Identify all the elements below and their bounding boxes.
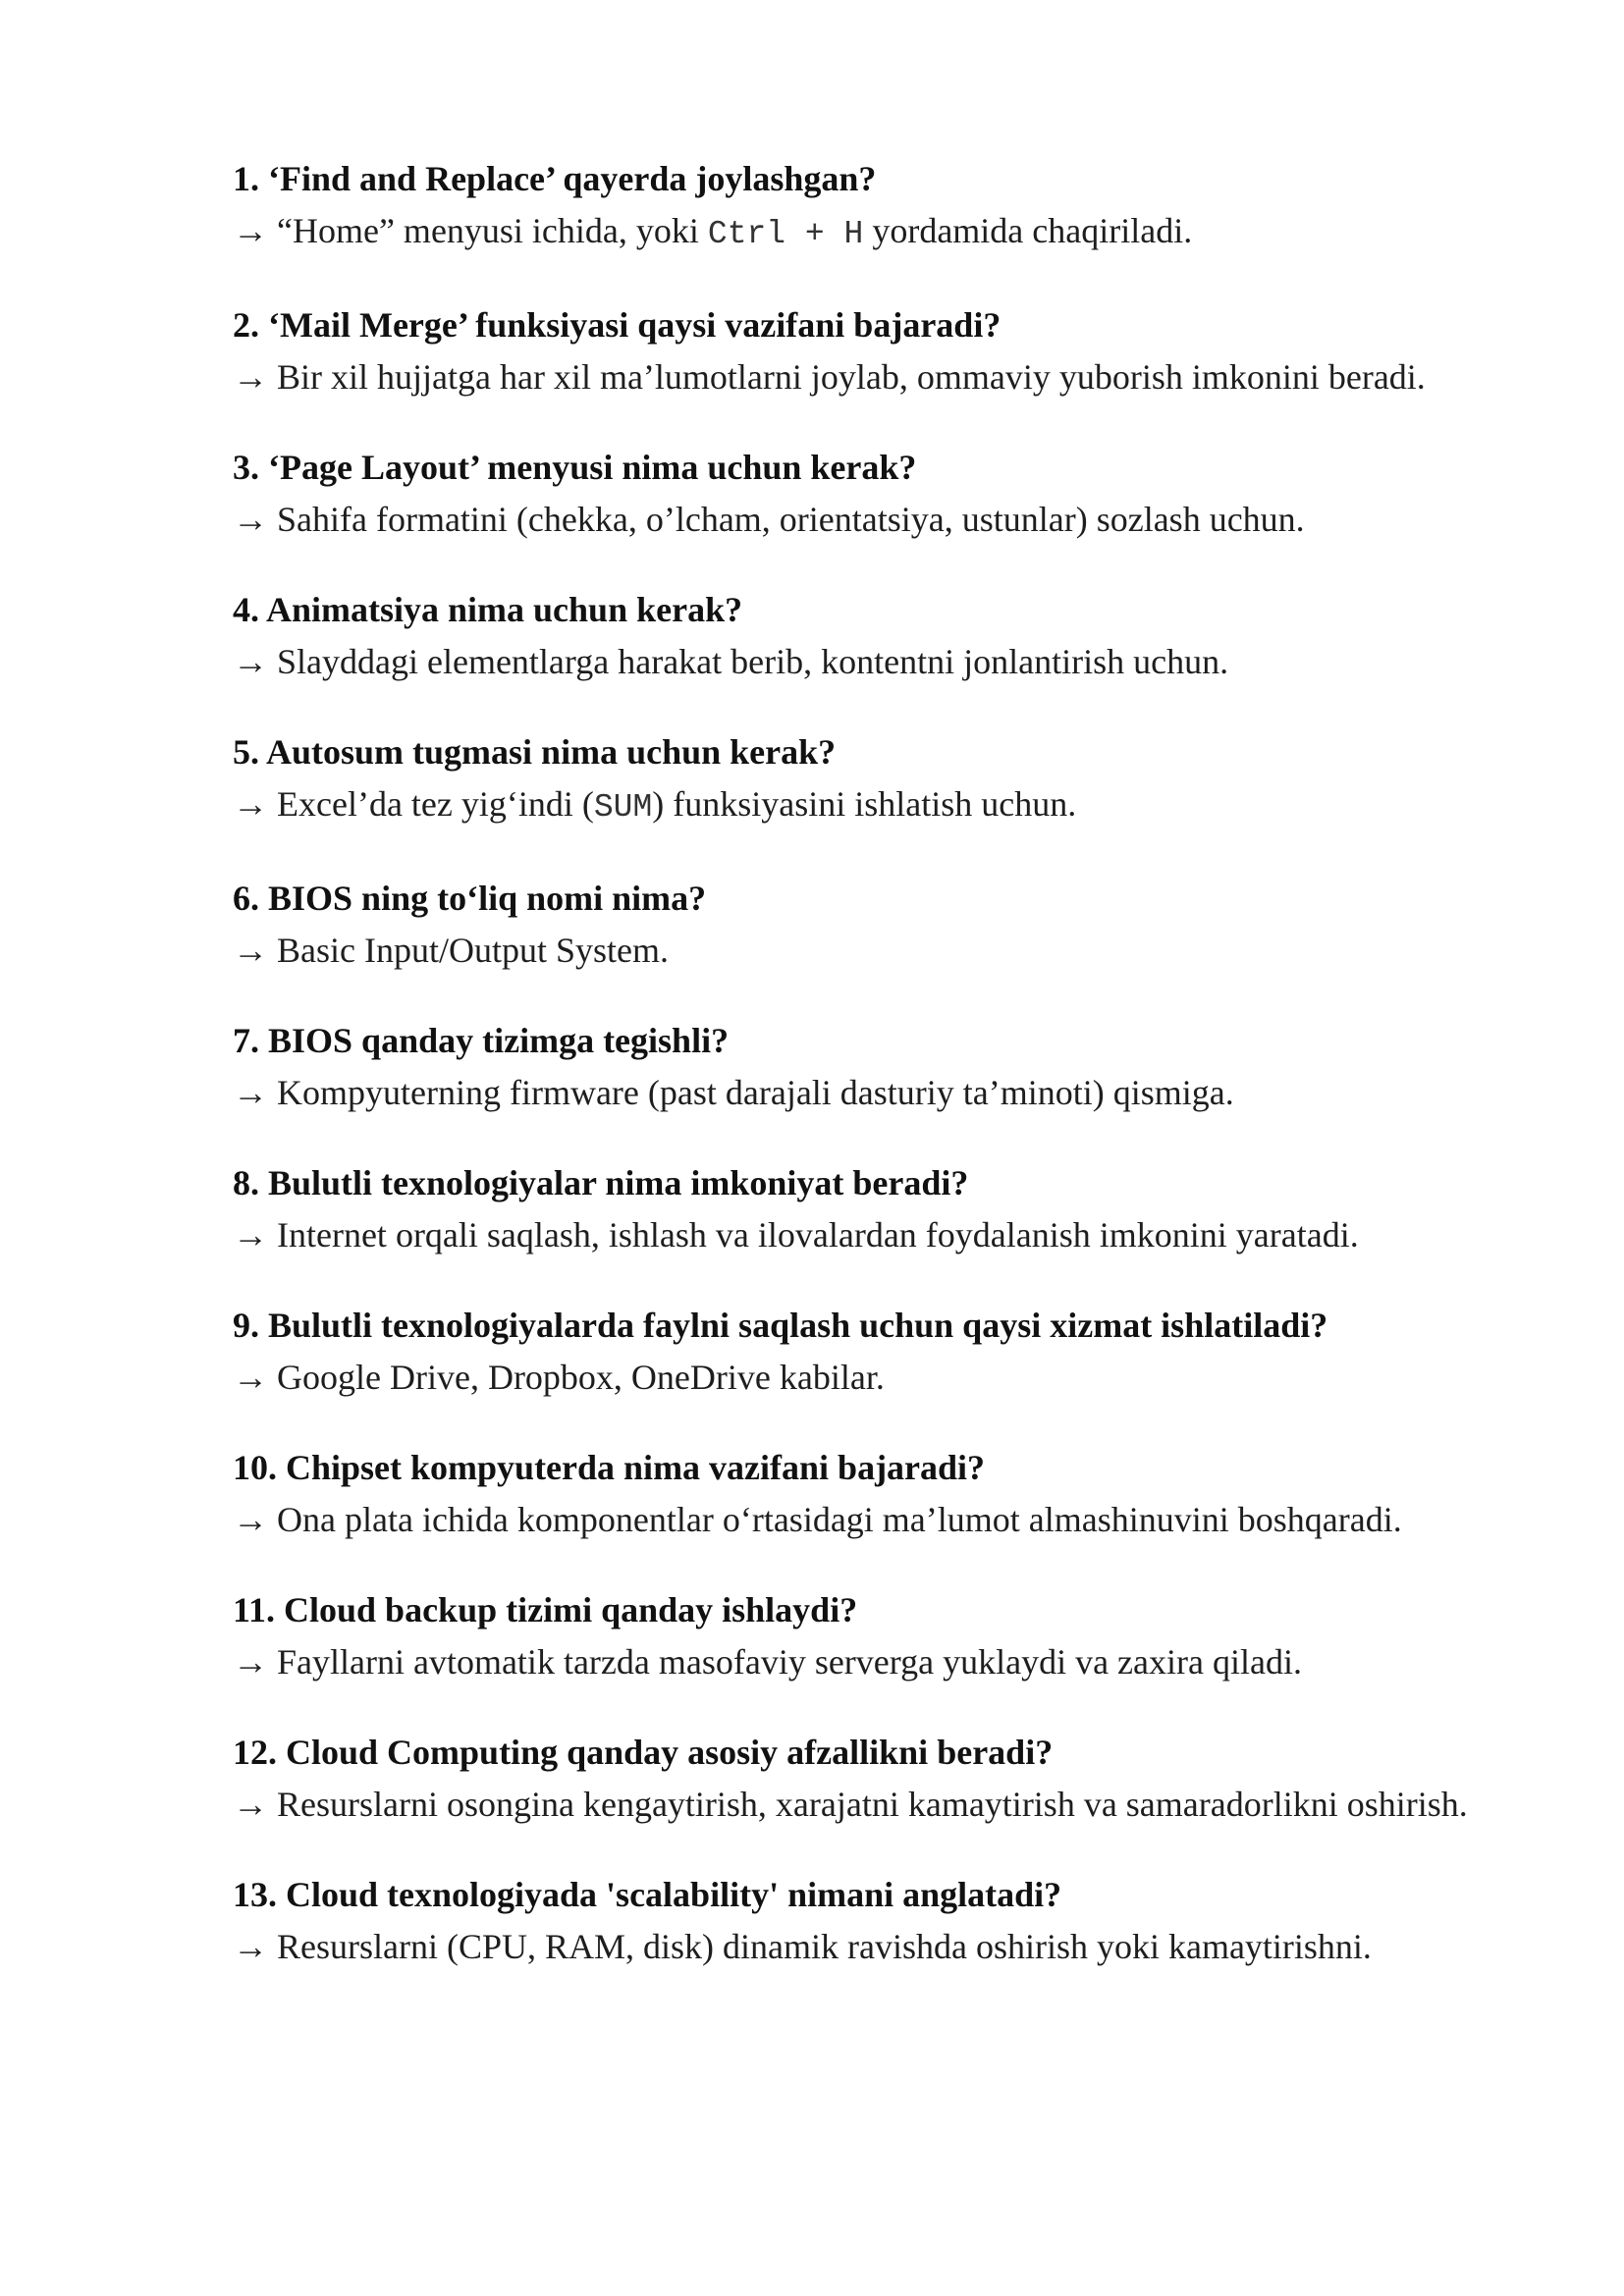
answer-text	[233, 1352, 1509, 1403]
answer-text	[233, 1209, 1509, 1260]
answer-text-span: → Sahifa formatini (chekka, o’lcham, orientatsiya, ustunlar) sozlash uchun.	[233, 500, 1305, 539]
question-text: 7. BIOS qanday tizimga tegishli?	[233, 1021, 730, 1060]
question-text: 11. Cloud backup tizimi qanday ishlaydi?	[233, 1590, 858, 1629]
answer-text-span: → Slayddagi elementlarga harakat berib, kontentni jonlantirish uchun.	[233, 642, 1229, 681]
qa-item	[233, 1157, 1509, 1260]
answer-text-span: → Excel’da tez yig‘indi (	[233, 784, 594, 824]
qa-item	[233, 1015, 1509, 1118]
answer-text	[233, 778, 1509, 833]
qa-item	[233, 1442, 1509, 1545]
answer-text	[233, 205, 1509, 260]
answer-text-span: → Basic Input/Output System.	[233, 931, 669, 970]
answer-text	[233, 636, 1509, 687]
answer-text-span: → Internet orqali saqlash, ishlash va ilovalardan foydalanish imkonini yaratadi.	[233, 1215, 1359, 1255]
answer-text-span: → “Home” menyusi ichida, yoki	[233, 211, 708, 250]
answer-text-span: → Bir xil hujjatga har xil ma’lumotlarni joylab, ommaviy yuborish imkonini beradi.	[233, 357, 1426, 397]
question-text: 5. Autosum tugmasi nima uchun kerak?	[233, 732, 837, 772]
question-text: 13. Cloud texnologiyada 'scalability' nimani anglatadi?	[233, 1875, 1062, 1914]
document-page	[233, 153, 1509, 2011]
qa-item	[233, 1869, 1509, 1972]
answer-text	[233, 494, 1509, 545]
question-text: 10. Chipset kompyuterda nima vazifani bajaradi?	[233, 1448, 986, 1487]
qa-item	[233, 873, 1509, 976]
qa-item	[233, 584, 1509, 687]
qa-item	[233, 299, 1509, 402]
question-text: 9. Bulutli texnologiyalarda faylni saqlash uchun qaysi xizmat ishlatiladi?	[233, 1306, 1328, 1345]
answer-code-span: Ctrl + H	[707, 216, 864, 252]
qa-item	[233, 153, 1509, 260]
question-text: 12. Cloud Computing qanday asosiy afzallikni beradi?	[233, 1733, 1054, 1772]
answer-text	[233, 1494, 1509, 1545]
answer-text	[233, 351, 1509, 402]
qa-item	[233, 1300, 1509, 1403]
answer-text	[233, 1779, 1509, 1830]
qa-item	[233, 442, 1509, 545]
question-text: 2. ‘Mail Merge’ funksiyasi qaysi vazifani bajaradi?	[233, 305, 1001, 345]
answer-text	[233, 1636, 1509, 1687]
answer-text-span: → Resurslarni (CPU, RAM, disk) dinamik ravishda oshirish yoki kamaytirishni.	[233, 1927, 1372, 1966]
answer-text-span: → Resurslarni osongina kengaytirish, xarajatni kamaytirish va samaradorlikni oshirish.	[233, 1785, 1468, 1824]
answer-text	[233, 1067, 1509, 1118]
answer-text-span: yordamida chaqiriladi.	[863, 211, 1193, 250]
answer-text-span: → Google Drive, Dropbox, OneDrive kabilar.	[233, 1358, 885, 1397]
answer-text	[233, 925, 1509, 976]
question-text: 6. BIOS ning to‘liq nomi nima?	[233, 879, 707, 918]
answer-text-span: → Kompyuterning firmware (past darajali dasturiy ta’minoti) qismiga.	[233, 1073, 1234, 1112]
question-text: 4. Animatsiya nima uchun kerak?	[233, 590, 743, 629]
qa-item	[233, 1584, 1509, 1687]
question-text: 1. ‘Find and Replace’ qayerda joylashgan?	[233, 159, 877, 198]
question-text: 3. ‘Page Layout’ menyusi nima uchun kerak?	[233, 448, 917, 487]
question-text: 8. Bulutli texnologiyalar nima imkoniyat beradi?	[233, 1163, 969, 1202]
qa-list	[233, 153, 1509, 1972]
qa-item	[233, 726, 1509, 833]
answer-text-span: → Fayllarni avtomatik tarzda masofaviy serverga yuklaydi va zaxira qiladi.	[233, 1642, 1302, 1682]
answer-text-span: ) funksiyasini ishlatish uchun.	[652, 784, 1077, 824]
answer-code-span: SUM	[593, 789, 653, 826]
answer-text-span: → Ona plata ichida komponentlar o‘rtasidagi ma’lumot almashinuvini boshqaradi.	[233, 1500, 1402, 1539]
answer-text	[233, 1921, 1509, 1972]
qa-item	[233, 1727, 1509, 1830]
